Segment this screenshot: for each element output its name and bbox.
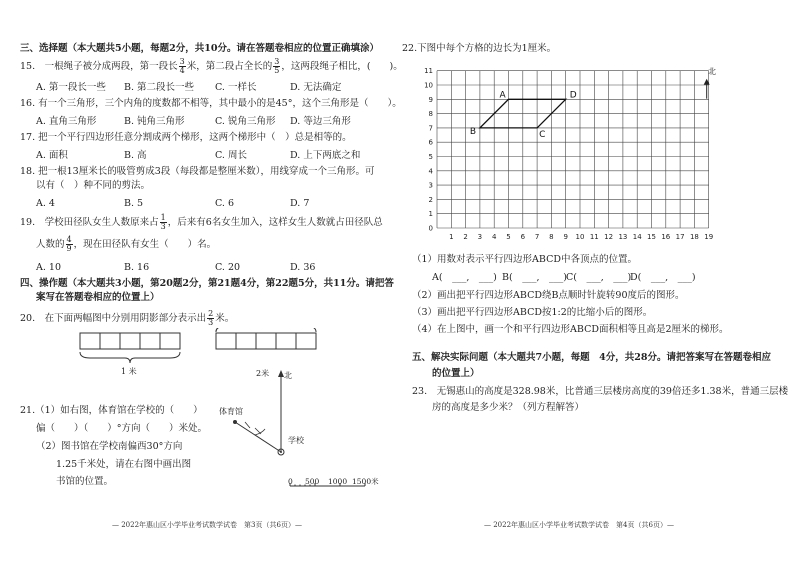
question-21-line1: 21.（1）如右图，体育馆在学校的（ ） [20,405,203,416]
x-tick-label: 3 [477,233,483,241]
fraction-4-9: $\frac{4}{9}$ [66,235,72,253]
q16-option-d[interactable]: D. 等边三角形 [290,116,351,127]
grid-north-label: 北 [708,67,716,76]
q19-option-a[interactable]: A. 10 [36,262,61,273]
question-17: 17. 把一个平行四边形任意分割成两个梯形，这两个梯形中（ ）总是相等的。 [20,132,352,143]
vertex-label-a: A [499,90,506,101]
section-3-title: 三、选择题（本大题共5小题，每题2分，共10分。请在答题卷相应的位置正确填涂） [20,43,379,54]
section-4-title-line1: 四、操作题（本大题共3小题，第20题2分，第21题4分，第22题5分，共11分。请把答 [20,278,394,289]
question-18-line1: 18. 把一根13厘米长的吸管剪成3段（每段都是整厘米数），用线穿成一个三角形。可 [20,166,375,177]
bar-1-meter[interactable] [80,333,180,349]
brace-2-top [216,328,316,332]
question-20 [20,310,234,327]
y-tick-label: 1 [428,210,433,219]
x-tick-label: 13 [618,233,628,241]
question-18-line2: 以有（ ）种不同的剪法。 [36,180,151,191]
x-tick-label: 4 [491,233,497,241]
q15-text-a: 15. 一根绳子被分成两段，第一段长 [20,61,178,72]
q19-text-c: 人数的 [36,239,65,250]
scale-label-0: 0 [288,477,293,486]
coord-a[interactable]: A( ___, ___) [432,272,497,283]
brace-1 [80,352,180,363]
q15-text-c: ，这两段绳子相比，( )。 [281,61,403,72]
x-tick-label: 9 [563,233,568,241]
question-21-line2: 偏（ ）（ ）°方向（ ）米处。 [36,423,208,434]
question-22-part1: （1）用数对表示平行四边形ABCD中各顶点的位置。 [412,254,637,265]
fraction-2-3: $\frac{2}{3}$ [208,309,214,327]
question-19-line2 [36,236,216,253]
scale-label-500: 500 [305,477,320,486]
coord-d[interactable]: D( ___, ___) [630,272,696,283]
q17-option-a[interactable]: A. 面积 [36,150,68,161]
y-tick-label: 8 [428,110,433,119]
y-tick-label: 7 [428,124,433,133]
gym-label: 体育馆 [219,407,243,416]
x-tick-label: 18 [689,233,699,241]
x-tick-label: 6 [520,233,526,241]
school-label: 学校 [288,436,304,445]
q16-option-c[interactable]: C. 锐角三角形 [215,116,276,127]
footer-right: — 2022年惠山区小学毕业考试数学试卷 第4页（共6页）— [484,521,674,529]
footer-left: — 2022年惠山区小学毕业考试数学试卷 第3页（共6页）— [112,521,302,529]
x-tick-label: 7 [534,233,540,241]
q17-option-c[interactable]: C. 周长 [215,150,247,161]
section-5-title-line1: 五、解决实际问题（本大题共7小题，每题 4分，共28分。请把答案写在答题卷相应 [412,352,771,363]
x-tick-label: 10 [575,233,585,241]
y-tick-label: 9 [428,95,433,104]
question-23-line2: 房的高度是多少米？（列方程解答） [432,402,585,413]
q18-option-d[interactable]: D. 7 [290,198,310,209]
x-tick-label: 15 [647,233,656,241]
gym-direction-line [235,422,281,452]
x-tick-label: 8 [549,233,554,241]
vertex-label-d: D [569,90,577,101]
question-22: 22.下图中每个方格的边长为1厘米。 [402,43,557,54]
question-23-line1: 23. 无锡惠山的高度是328.98米，比普通三层楼房高度的39倍还多1.38米，普通三层楼 [412,386,789,397]
scale-label-1500: 1500米 [352,477,379,486]
map-north-label: 北 [284,371,292,380]
section-5-title-line2: 的位置上） [432,368,480,379]
y-tick-label: 4 [428,167,433,176]
x-tick-label: 5 [506,233,511,241]
gym-point[interactable] [233,420,237,424]
question-19-line1 [20,214,383,231]
label-2-meter: 2米 [256,369,270,378]
x-tick-label: 19 [704,233,714,241]
scale-label-1000: 1000 [328,477,348,486]
q17-option-d[interactable]: D. 上下两底之和 [290,150,361,161]
question-15 [20,58,403,75]
q18-option-a[interactable]: A. 4 [36,198,55,209]
q15-option-c[interactable]: C. 一样长 [215,82,257,93]
fraction-3-4: $\frac{3}{4}$ [179,57,185,75]
coord-b[interactable]: B( ___, ___) [502,272,567,283]
q15-option-d[interactable]: D. 无法确定 [290,82,342,93]
question-22-part3: （3）画出把平行四边形ABCD按1:2的比缩小后的图形。 [412,307,653,318]
question-22-part4: （4）在上图中，画一个和平行四边形ABCD面积相等且高是2厘米的梯形。 [412,324,729,335]
bar-2-meter[interactable] [216,333,316,349]
q16-option-a[interactable]: A. 直角三角形 [36,116,97,127]
x-tick-label: 1 [449,233,454,241]
y-tick-label: 2 [428,195,433,204]
question-21-line5: 书馆的位置。 [56,476,114,487]
coordinate-grid[interactable] [420,56,720,246]
x-tick-label: 14 [632,233,642,241]
label-1-meter: 1 米 [121,367,137,376]
q20-text-b: 米。 [215,313,235,324]
q15-option-a[interactable]: A. 第一段长一些 [36,82,106,93]
y-tick-label: 11 [424,67,433,76]
q19-option-d[interactable]: D. 36 [290,262,316,273]
vertex-label-b: B [469,126,477,137]
q19-option-b[interactable]: B. 16 [124,262,150,273]
question-22-part2: （2）画出把平行四边形ABCD绕B点顺时针旋转90度后的图形。 [412,290,685,301]
y-tick-label: 10 [424,81,433,90]
q19-option-c[interactable]: C. 20 [215,262,241,273]
y-tick-label: 0 [428,224,433,233]
q17-option-b[interactable]: B. 高 [124,150,147,161]
coord-c[interactable]: C( ___, ___) [566,272,632,283]
q16-option-b[interactable]: B. 钝角三角形 [124,116,185,127]
y-tick-label: 3 [428,181,433,190]
y-tick-label: 5 [428,153,433,161]
q15-option-b[interactable]: B. 第二段长一些 [124,82,195,93]
q19-text-d: ，现在田径队有女生（ ）名。 [73,239,217,250]
q18-option-c[interactable]: C. 6 [215,198,235,209]
question-21-line3: （2）图书馆在学校南偏西30°方向 [36,441,183,452]
question-21-line4: 1.25千米处，请在右图中画出图 [56,459,192,470]
x-tick-label: 11 [589,233,599,241]
q19-text-b: ，后来有6名女生加入，这样女生人数就占田径队总 [167,217,383,228]
x-tick-label: 16 [661,233,671,241]
q19-text-a: 19. 学校田径队女生人数原来占 [20,217,159,228]
x-tick-label: 2 [463,233,468,241]
q20-text-a: 20. 在下面两幅图中分别用阴影部分表示出 [20,313,207,324]
fraction-3-5: $\frac{3}{5}$ [274,57,280,75]
vertex-label-c: C [539,129,546,140]
y-tick-label: 6 [428,138,433,147]
x-tick-label: 17 [675,233,685,241]
q18-option-b[interactable]: B. 5 [124,198,144,209]
section-4-title-line2: 案写在答题卷相应的位置上） [36,292,160,303]
fraction-1-3: $\frac{1}{3}$ [160,213,166,231]
q15-text-b: 米，第二段占全长的 [186,61,273,72]
question-16: 16. 有一个三角形，三个内角的度数都不相等，其中最小的是45°，这个三角形是（ ）。 [20,98,402,109]
x-tick-label: 12 [604,233,614,241]
